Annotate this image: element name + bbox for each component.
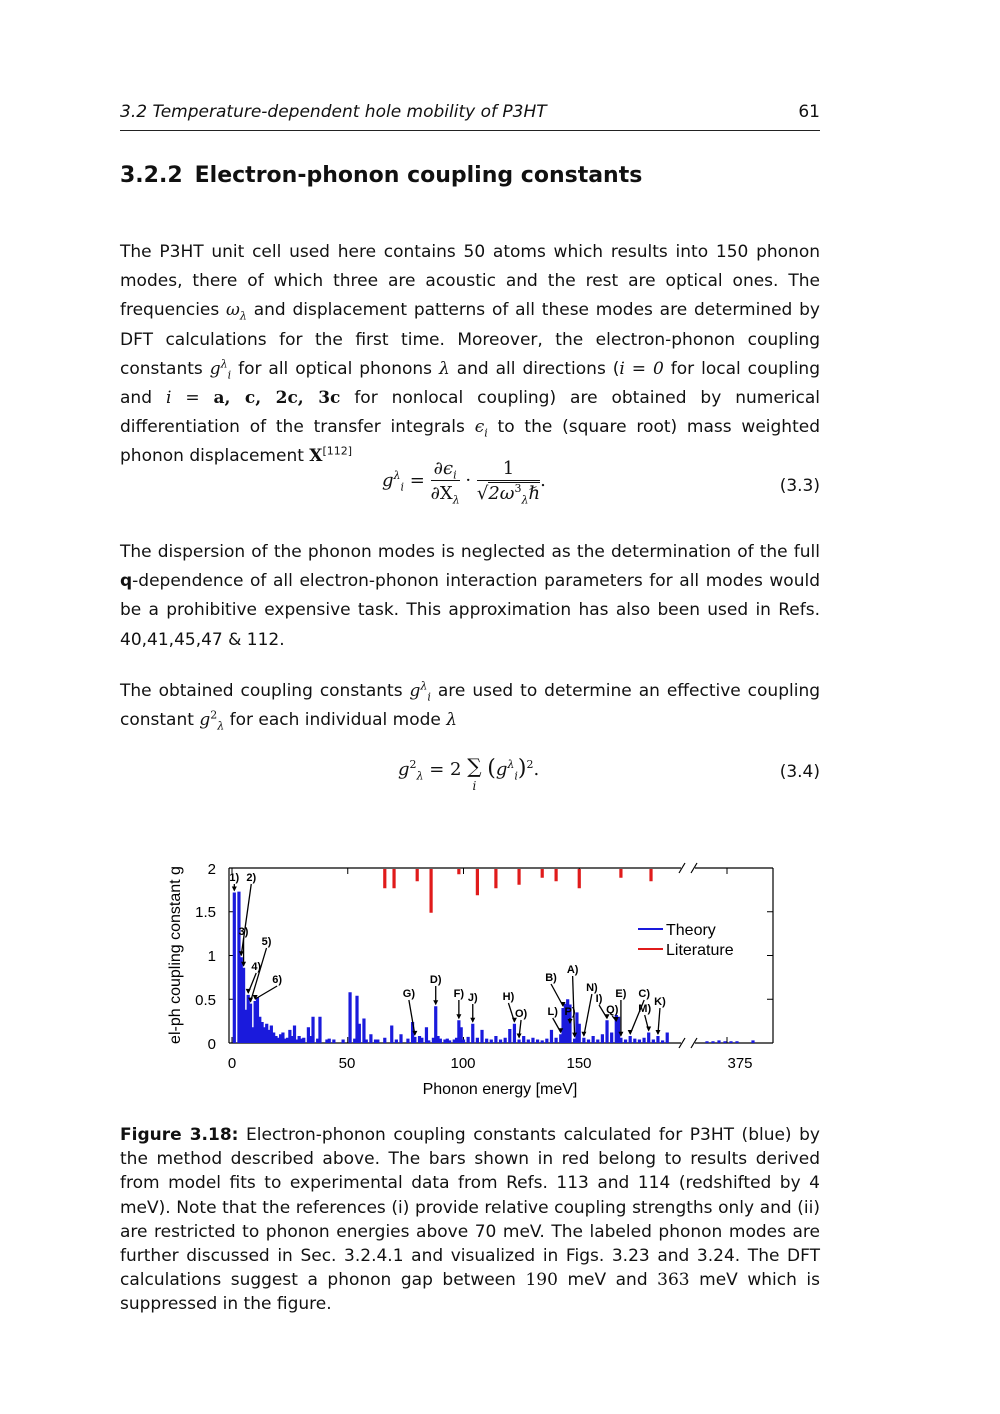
axis-break-bottom [679,1038,697,1048]
annotation-label: 1) [229,872,240,884]
theory-bar [480,1030,483,1043]
eq34-power: 2 [526,758,534,771]
annotation-label: 6) [272,974,283,986]
theory-bar [711,1041,714,1043]
figure-caption [120,1123,820,1317]
annotation-label: N) [586,982,598,994]
equation-number-3-3: (3.3) [779,476,820,496]
x-tick-label-50: 50 [338,1055,356,1072]
literature-bar [457,869,460,874]
theory-bar [517,1040,520,1044]
theory-bar [395,1040,398,1044]
x-tick-label-0: 0 [227,1055,237,1072]
literature-bar [494,869,497,888]
theory-bar [541,1040,544,1043]
theory-bar [723,1041,726,1043]
theory-bar [513,1024,516,1043]
literature-bar [416,869,419,881]
theory-bar [527,1040,530,1044]
literature-bar [578,869,581,888]
eq33-den1: ∂X [430,483,453,504]
p1-epsilon: ϵ [474,417,485,438]
theory-bar [342,1040,345,1044]
literature-bar [649,869,652,881]
annotation-arrowhead [581,1032,586,1037]
theory-bar [476,1038,479,1043]
annotation-label: 2) [246,872,257,884]
theory-bar [383,1038,386,1043]
p1-X: X [309,446,323,467]
x-tick-label-150: 150 [566,1055,592,1072]
eq33-num2: 1 [477,458,540,481]
p1-g: g [209,358,221,379]
eq33-den2-sup: 3 [514,482,522,495]
theory-bar [652,1040,655,1044]
annotation-arrowhead [246,989,251,994]
theory-bar [471,1024,474,1043]
running-head [120,102,820,131]
eq33-equals: = [404,470,431,491]
literature-bar [619,869,622,878]
p2-text-1: The dispersion of the phonon modes is neglected as the determination of the full [120,542,820,562]
theory-bar [638,1040,641,1044]
theory-bar [705,1041,708,1043]
paragraph-2 [120,538,820,655]
theory-bar [462,1040,465,1044]
annotation-label: 4) [251,961,262,973]
annotation-label: G) [402,988,416,1000]
theory-bar [605,1020,608,1043]
theory-bar [578,1024,581,1043]
theory-bar [536,1040,539,1044]
page-number: 61 [798,102,820,122]
annotation-label: J) [467,992,478,1004]
annotation-label: D) [429,974,442,986]
theory-bar [439,1039,442,1043]
eq34-g: g [398,759,410,780]
theory-bar [399,1034,402,1043]
p1-text-5: for local coupling and [120,358,820,409]
eq33-dot: · [459,470,477,491]
theory-bar [499,1040,502,1044]
theory-bar [531,1038,534,1043]
caption-gap-high: 363 [657,1270,690,1291]
annotation-arrow [255,986,277,999]
eq34-sum [467,756,481,796]
caption-end: meV which is suppressed in the figure. [120,1270,820,1315]
eq33-period: . [540,470,546,491]
theory-bar [642,1038,645,1043]
x-tick-label-100: 100 [450,1055,476,1072]
theory-bar [427,1040,430,1043]
caption-mid: meV and [557,1270,658,1291]
eq34-sum-sub: i [472,779,477,793]
theory-bar [302,1038,305,1043]
p3-g: g [409,681,421,701]
sqrt-icon: √ [476,483,489,504]
theory-bar [365,1040,368,1044]
literature-bar [429,869,432,913]
p3-g2-sub: λ [217,719,225,733]
p2-q: q [120,571,133,592]
eq33-hbar: ℏ [528,483,541,504]
theory-bar [376,1040,379,1044]
axis-break-top [679,863,697,873]
p1-ieq: i = [165,388,214,409]
theory-bar [582,1038,585,1043]
p3-text-3: for each individual mode [224,710,447,731]
theory-bar [587,1040,590,1044]
sum-icon: ∑ [467,754,482,778]
annotation-arrow [584,994,592,1036]
annotation-label: 3) [238,926,249,938]
p1-text-2: and displacement patterns of all these modes are determined by DFT calculations for the first time. Moreover, the electron-phonon coupling constants [120,300,820,379]
theory-bar [413,1037,416,1043]
p1-omega-sub: λ [239,309,247,323]
theory-bar [348,992,351,1043]
theory-bar [467,1037,470,1043]
theory-bar [358,1024,361,1043]
p3-lambda: λ [446,710,458,731]
literature-bar [392,869,395,888]
theory-bar [661,1040,664,1043]
p1-text-3: for all optical phonons [231,358,439,379]
equation-3-3 [120,458,820,518]
eq33-den2-sub: λ [521,493,529,507]
p1-text-4: and all directions ( [449,358,620,379]
annotation-arrowhead [628,1030,633,1035]
theory-bar [494,1036,497,1043]
theory-bar [390,1026,393,1044]
annotation-arrowhead [232,887,237,892]
annotation-label: F) [453,988,465,1000]
theory-bar [420,1038,423,1043]
theory-bar [328,1039,331,1043]
theory-bar [362,1019,365,1044]
p1-directions: a, c, 2c, 3c [213,388,341,409]
annotation-arrowhead [655,1030,660,1035]
annotation-label: B) [545,972,557,984]
theory-bar [522,1036,525,1043]
theory-bar [601,1034,604,1043]
p1-omega: ω [226,300,240,321]
theory-bar [369,1034,372,1043]
annotation-label: 5) [261,936,272,948]
annotation-label: Q) [606,1004,619,1016]
p3-text-2: are used to determine an effective coupling constant [120,681,821,731]
annotation-label: E) [615,988,627,1000]
p1-text-6: for nonlocal coupling) are obtained by numerical differentiation of the transfer integrals [120,388,820,438]
equation-3-3-body [382,458,546,507]
annotation-label: P) [564,1006,576,1018]
literature-bar [517,869,520,885]
eq33-fraction-2 [476,458,541,507]
section-number: 3.2.2 [120,163,183,188]
running-head-title: 3.2 Temperature-dependent hole mobility of P3HT [120,102,547,122]
p2-text-2: -dependence of all electron-phonon interaction parameters for all modes would be a prohibitive expensive task. This approximation has also been used in Refs. 40,41,45,47 & 112. [120,571,820,650]
eq34-open-paren: ( [487,756,496,781]
annotation-label: C) [638,988,650,1000]
theory-bar [233,893,236,1044]
equation-3-4 [120,754,820,806]
paragraph-1 [120,238,820,472]
theory-bar [545,1039,548,1043]
theory-bar [656,1036,659,1043]
eq33-fraction-1 [430,458,460,507]
theory-bar [647,1033,650,1044]
eq33-den2: 2ω [488,483,515,504]
annotation-label: O) [514,1008,528,1020]
theory-bar [596,1040,599,1044]
theory-bar [717,1040,720,1043]
theory-bar [485,1039,488,1043]
legend-label-theory: Theory [666,922,716,939]
theory-bar [504,1038,507,1043]
p1-epsilon-sub: i [484,426,488,440]
eq33-sub: i [400,480,405,494]
annotation-label: I) [595,993,603,1005]
theory-bar [318,1017,321,1043]
x-axis-label: Phonon energy [meV] [422,1081,578,1098]
eq34-equals: = 2 [423,759,462,780]
annotation-arrowhead [433,1000,438,1005]
eq34-inner-g: g [495,759,508,780]
literature-bar [383,869,386,888]
eq34-sup: 2 [409,758,417,771]
eq33-den1-sub: λ [452,493,460,507]
theory-bar [666,1033,669,1044]
theory-bar [592,1036,595,1043]
literature-bar [555,869,558,881]
p1-text-1: The P3HT unit cell used here contains 50 atoms which results into 150 phonon modes, there of which three are acoustic and the rest are optical ones. The frequencies [120,242,820,321]
x-tick-label-375: 375 [727,1055,753,1072]
y-tick-label-0.5: 0.5 [195,992,216,1009]
theory-bar [448,1040,451,1043]
y-tick-label-1.5: 1.5 [195,904,216,921]
theory-bar [555,1038,558,1043]
equation-3-4-body [398,756,539,796]
literature-bar [476,869,479,895]
theory-bar [490,1040,493,1044]
theory-bar [332,1040,335,1044]
annotation-arrow [238,884,251,955]
theory-bar [729,1041,732,1043]
p3-g2: g [199,710,211,731]
annotation-arrowhead [646,1027,651,1032]
p1-lambda: λ [438,358,450,379]
eq33-g: g [382,470,394,491]
annotation-arrowhead [470,1018,475,1023]
p1-g-sup: λ [220,357,228,371]
theory-bar [610,1033,613,1044]
y-axis-label: el-ph coupling constant g [167,866,184,1044]
annotation-label: L) [547,1006,558,1018]
eq33-sup: λ [393,469,401,482]
annotation-label: A) [566,964,579,976]
eq34-sub: λ [416,769,424,783]
theory-bar [624,1040,627,1044]
theory-bar [633,1039,636,1043]
figure-chart [150,845,830,1105]
caption-body: Electron-phonon coupling constants calculated for P3HT (blue) by the method described above. The bars shown in red belong to results derived from model fits to experimental data from Refs. 113 and 114 (redshifted by 4 meV). Note that the references (i) provide relative coupling strengths only and (ii) are restricted to phonon energies above 70 meV. The labeled phonon modes are further discussed in Sec. 3.2.4.1 and visualized in Figs. 3.23 and 3.24. The DFT calculations suggest a phonon gap between [120,1125,820,1291]
eq34-inner-sup: λ [507,758,515,771]
p3-text-1: The obtained coupling constants [120,681,410,701]
equation-number-3-4: (3.4) [779,762,820,782]
theory-bar [311,1017,314,1043]
caption-gap-low: 190 [525,1270,558,1291]
annotation-arrowhead [517,1034,522,1039]
p3-g-sub: i [427,690,431,704]
p3-g-sup: λ [420,679,428,693]
eq34-inner-sub: i [514,769,518,783]
annotation-arrowhead [456,1014,461,1019]
theory-bar [619,1038,622,1043]
eq33-num1: ∂ϵ [433,458,454,479]
p1-i0: i = 0 [619,358,664,379]
p1-citation: [112] [322,444,353,458]
paragraph-3 [120,677,820,735]
section-heading [120,163,642,188]
literature-bar [541,869,544,878]
eq33-num1-sub: i [453,468,457,482]
eq34-close-paren: ) [517,756,527,781]
p3-g2-sup: 2 [210,708,218,722]
annotation-label: H) [502,991,515,1003]
p1-text-7: to the (square root) mass weighted phonon displacement [120,417,820,467]
y-tick-label-0: 0 [207,1036,216,1053]
theory-bar [550,1030,553,1043]
y-tick-label-1: 1 [207,948,216,965]
legend-label-literature: Literature [666,942,734,959]
theory-bar [629,1036,632,1043]
section-title: Electron-phonon coupling constants [194,163,643,188]
eq34-period: . [533,759,540,780]
theory-bar [751,1040,754,1043]
theory-bar [735,1041,738,1043]
annotation-label: M) [638,1003,652,1015]
p1-g-sub: i [227,368,232,382]
theory-bar [406,1039,409,1043]
caption-label: Figure 3.18: [120,1125,239,1145]
annotation-label: K) [654,996,666,1008]
theory-bar [508,1029,511,1043]
y-tick-label-2: 2 [207,861,216,878]
